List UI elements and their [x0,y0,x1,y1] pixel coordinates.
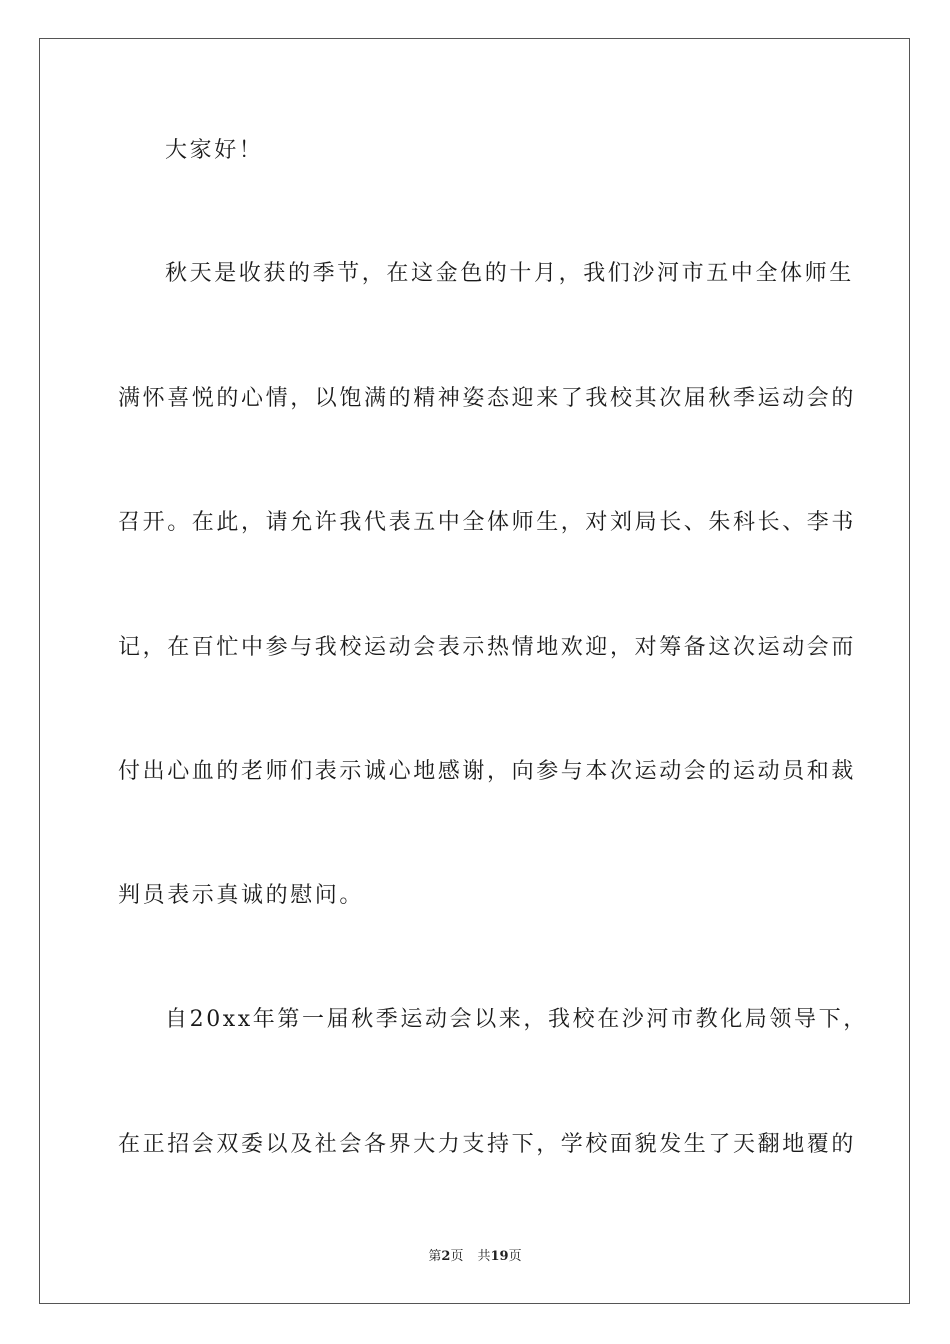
paragraph-1-line-3: 召开。在此，请允许我代表五中全体师生，对刘局长、朱科长、李书 [118,510,857,535]
paragraph-1-line-4: 记，在百忙中参与我校运动会表示热情地欢迎，对筹备这次运动会而 [118,635,857,660]
total-suffix: 页 [508,1249,522,1264]
paragraph-1-line-5: 付出心血的老师们表示诚心地感谢，向参与本次运动会的运动员和裁 [118,759,857,784]
page-suffix: 页 [450,1249,464,1264]
paragraph-1-line-1: 秋天是收获的季节，在这金色的十月，我们沙河市五中全体师生 [165,261,854,286]
page-footer [0,1248,950,1266]
page-frame [39,38,910,1304]
paragraph-1-line-6: 判员表示真诚的慰问。 [118,883,365,908]
total-prefix: 共 [477,1249,491,1264]
total-pages: 19 [490,1249,509,1264]
paragraph-2-line-2: 在正招会双委以及社会各界大力支持下，学校面貌发生了天翻地覆的 [118,1132,857,1157]
page-prefix: 第 [428,1249,442,1264]
greeting-line: 大家好！ [165,138,264,163]
paragraph-1-line-2: 满怀喜悦的心情，以饱满的精神姿态迎来了我校其次届秋季运动会的 [118,386,857,411]
paragraph-2-line-1: 自20xx年第一届秋季运动会以来，我校在沙河市教化局领导下， [165,1007,868,1032]
page-number: 2 [441,1249,451,1264]
